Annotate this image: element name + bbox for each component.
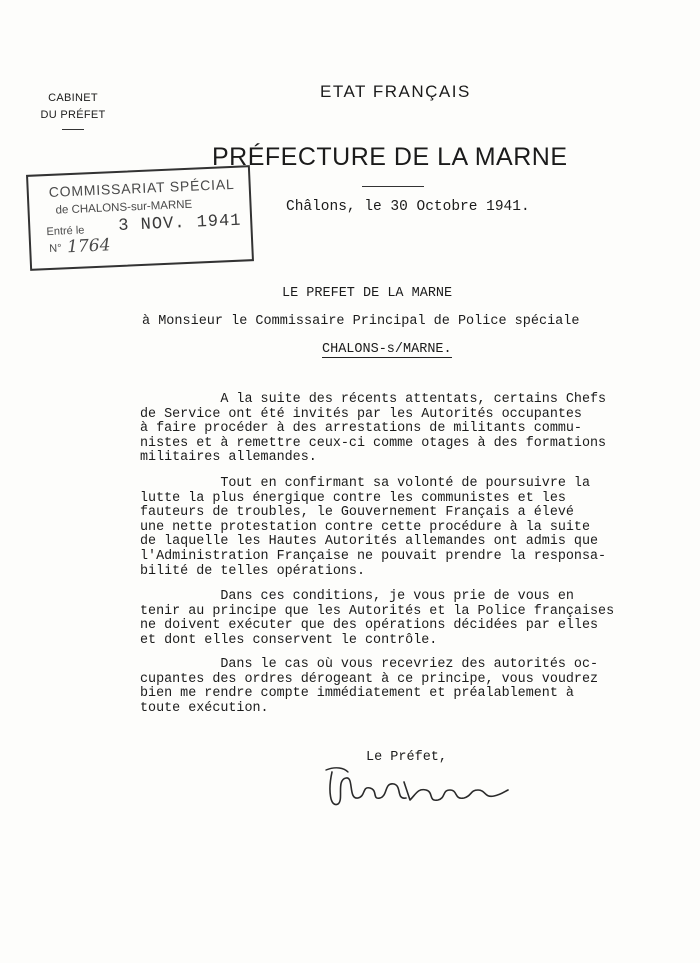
date-line: Châlons, le 30 Octobre 1941. xyxy=(286,199,530,215)
text-line: bien me rendre compte immédiatement et préalablement à xyxy=(140,686,574,702)
text-line: à faire procéder à des arrestations de militants commu- xyxy=(140,421,582,437)
text-line: nistes et à remettre ceux-ci comme otages à des formations xyxy=(140,435,607,451)
stamp-date: 3 NOV. 1941 xyxy=(117,211,242,236)
addressee-city: CHALONS-s/MARNE. xyxy=(322,342,452,357)
prefecture-divider xyxy=(362,186,424,187)
text-line: et dont elles conservent le contrôle. xyxy=(140,632,438,648)
text-line: Dans le cas où vous recevriez des autorités oc- xyxy=(140,657,599,672)
text-line: ne doivent exécuter que des opérations décidées par elles xyxy=(140,618,599,634)
text-line: militaires allemandes. xyxy=(140,450,317,466)
text-line: toute exécution. xyxy=(140,700,269,716)
text-line: l'Administration Française ne pouvait prendre la responsa- xyxy=(140,548,607,564)
paragraph-1 xyxy=(140,393,606,466)
paragraph-4 xyxy=(140,658,598,716)
paragraph-2 xyxy=(140,477,606,579)
text-line: Tout en confirmant sa volonté de poursuivre la xyxy=(140,476,590,491)
text-line: cupantes des ordres dérogeant à ce principe, vous voudrez xyxy=(140,671,599,687)
text-line: lutte la plus énergique contre les communistes et les xyxy=(140,490,566,506)
cabinet-line-2: DU PRÉFET xyxy=(40,109,106,121)
signoff: Le Préfet, xyxy=(366,750,448,765)
stamp-line-1: COMMISSARIAT SPÉCIAL xyxy=(48,175,235,200)
stamp-number: 1764 xyxy=(66,235,111,258)
addressee-line: à Monsieur le Commissaire Principal de Police spéciale xyxy=(142,314,580,329)
cabinet-divider xyxy=(62,129,84,130)
text-line: Dans ces conditions, je vous prie de vous en xyxy=(140,589,574,604)
paragraph-3 xyxy=(140,590,614,648)
sender-line: LE PREFET DE LA MARNE xyxy=(282,286,453,301)
cabinet-heading xyxy=(28,90,118,124)
stamp-line-3: Entré le xyxy=(46,224,85,239)
signature-icon xyxy=(318,760,518,820)
receipt-stamp xyxy=(26,165,254,271)
text-line: tenir au principe que les Autorités et la Police françaises xyxy=(140,603,615,619)
text-line: bilité de telles opérations. xyxy=(140,563,365,579)
stamp-line-2: de CHALONS-sur-MARNE xyxy=(55,198,193,217)
prefecture-heading: PRÉFECTURE DE LA MARNE xyxy=(212,143,568,171)
text-line: de laquelle les Hautes Autorités allemandes ont admis que xyxy=(140,534,599,550)
text-line: de Service ont été invités par les Autorités occupantes xyxy=(140,406,582,422)
text-line: fauteurs de troubles, le Gouvernement Français a élevé xyxy=(140,505,574,521)
etat-heading: ETAT FRANÇAIS xyxy=(320,82,471,101)
cabinet-line-1: CABINET xyxy=(48,92,98,104)
stamp-number-label: N° xyxy=(49,242,62,255)
text-line: A la suite des récents attentats, certains Chefs xyxy=(140,392,607,407)
text-line: une nette protestation contre cette procédure à la suite xyxy=(140,519,590,535)
